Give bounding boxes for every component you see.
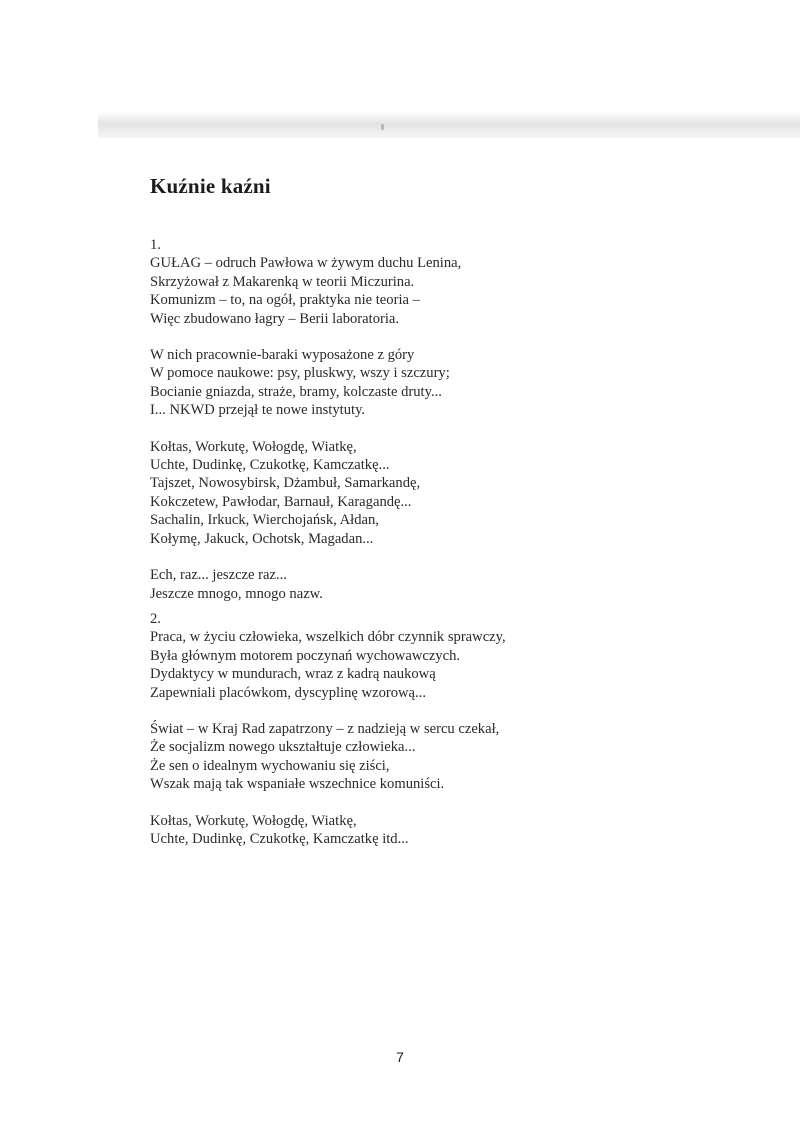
poem-line: W nich pracownie-baraki wyposażone z góry (150, 347, 415, 364)
scan-speck (381, 124, 384, 130)
poem-line: Więc zbudowano łagry – Berii laboratoria. (150, 310, 400, 327)
poem-line: Tajszet, Nowosybirsk, Dżambuł, Samarkandę, (150, 475, 421, 492)
stanza (150, 346, 710, 420)
page-number: 7 (396, 1049, 404, 1065)
poem-line: Jeszcze mnogo, mnogo nazw. (150, 585, 323, 602)
stanza (150, 438, 710, 548)
stanza (150, 812, 710, 849)
poem-line: Wszak mają tak wspaniałe wszechnice komuniści. (150, 776, 445, 793)
poem-line: Że socjalizm nowego ukształtuje człowieka... (150, 739, 416, 756)
poem-line: Kołtas, Workutę, Wołogdę, Wiatkę, (150, 812, 357, 829)
poem-line: Kołtas, Workutę, Wołogdę, Wiatkę, (150, 438, 357, 455)
poem-line: Bocianie gniazda, straże, bramy, kolczaste druty... (150, 383, 442, 400)
poem-line: Dydaktycy w mundurach, wraz z kadrą naukową (150, 666, 436, 683)
poem-line: Komunizm – to, na ogół, praktyka nie teoria – (150, 292, 420, 309)
poem-line: Była głównym motorem poczynań wychowawczych. (150, 647, 461, 664)
poem-line: GUŁAG – odruch Pawłowa w żywym duchu Lenina, (150, 255, 462, 272)
part-number: 1. (150, 237, 161, 253)
poem-line: Ech, raz... jeszcze raz... (150, 567, 287, 584)
stanza (150, 628, 710, 702)
poem-line: Sachalin, Irkuck, Wierchojańsk, Ałdan, (150, 512, 379, 529)
stanza (150, 254, 710, 328)
poem-line: Uchte, Dudinkę, Czukotkę, Kamczatkę itd... (150, 831, 409, 848)
poem-line: Skrzyżował z Makarenką w teorii Miczurina. (150, 273, 415, 290)
poem-line: Praca, w życiu człowieka, wszelkich dóbr czynnik sprawczy, (150, 629, 506, 646)
page-title: Kuźnie kaźni (150, 174, 271, 198)
poem-line: Kołymę, Jakuck, Ochotsk, Magadan... (150, 530, 374, 547)
poem-line: Kokczetew, Pawłodar, Barnauł, Karagandę... (150, 493, 412, 510)
part-number: 2. (150, 611, 161, 627)
stanza (150, 720, 710, 794)
poem-part-1 (150, 236, 710, 621)
scan-shadow-band (98, 112, 800, 138)
poem-line: W pomoce naukowe: psy, pluskwy, wszy i szczury; (150, 365, 450, 382)
stanza (150, 566, 710, 603)
poem-line: Że sen o idealnym wychowaniu się ziści, (150, 757, 390, 774)
poem-part-2 (150, 610, 710, 866)
poem-line: Zapewniali placówkom, dyscyplinę wzorową... (150, 684, 426, 701)
poem-line: I... NKWD przejął te nowe instytuty. (150, 402, 366, 419)
poem-line: Uchte, Dudinkę, Czukotkę, Kamczatkę... (150, 457, 390, 474)
poem-line: Świat – w Kraj Rad zapatrzony – z nadzieją w sercu czekał, (150, 721, 500, 738)
